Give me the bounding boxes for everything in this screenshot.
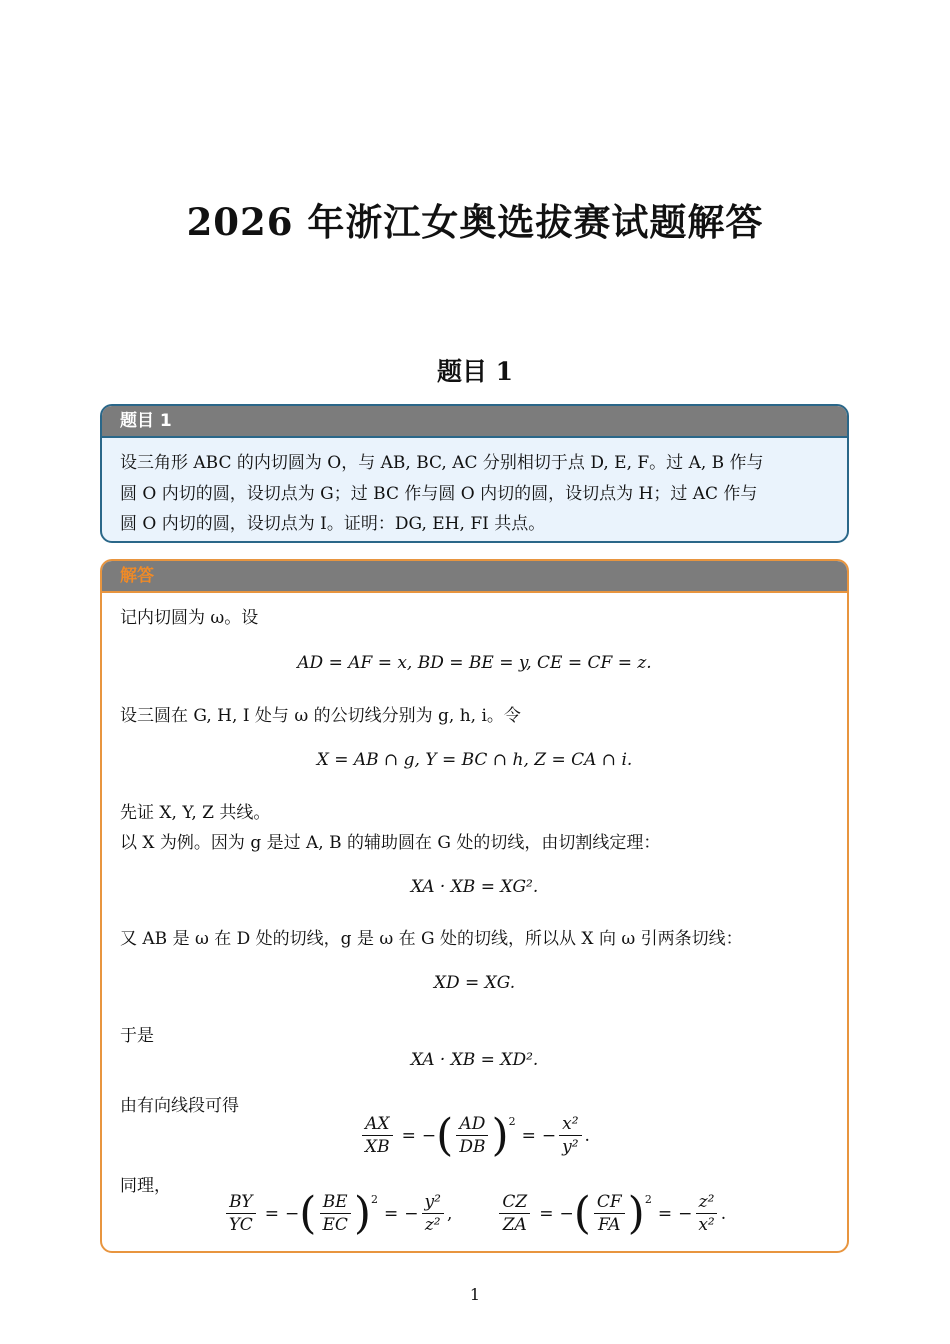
- fraction: $\frac{\text{z²}}{\text{x²}}$: [695, 1191, 717, 1236]
- problem-box-header: 题目 1: [102, 406, 847, 438]
- solution-text: 由有向线段可得: [120, 1096, 239, 1116]
- fraction: $\frac{\text{y²}}{\text{z²}}$: [422, 1191, 444, 1236]
- problem-line: 圆 O 内切的圆，设切点为 I。证明：DG, EH, FI 共点。: [120, 514, 546, 534]
- ratio-equations-yz: $\frac{BY}{YC}$ = − ( $\frac{BE}{EC}$ ) 2 = − $\frac{\text{y²}}{\text{z²}}$ , $\frac{CZ}{ZA}$ = − ( $\frac{CF}{FA}$ ) 2 = − $\frac{\text{z²}}{\text{x²}}$ .: [102, 1191, 847, 1236]
- section-title: 题目 1: [436, 357, 514, 386]
- ratio-equation-x: $\frac{AX}{XB}$ = − ( $\frac{AD}{DB}$ ) 2 = − $\frac{\text{x²}}{\text{y²}}$ .: [102, 1113, 847, 1158]
- problem-line: 圆 O 内切的圆，设切点为 G；过 BC 作与圆 O 内切的圆，设切点为 H；过 AC 作与: [120, 483, 758, 504]
- solution-text: 于是: [120, 1026, 154, 1046]
- fraction: $\frac{BE}{EC}$: [319, 1191, 350, 1236]
- fraction: $\frac{AX}{XB}$: [362, 1113, 393, 1158]
- solution-text: 记内切圆为 ω。设: [120, 608, 259, 628]
- document-title: 2026 年浙江女奥选拔赛试题解答: [186, 200, 764, 244]
- solution-text: 同理，: [120, 1176, 171, 1196]
- equation: XA · XB = XG².: [410, 877, 539, 897]
- page-number: 1: [469, 1285, 481, 1304]
- problem-statement: [102, 438, 847, 540]
- solution-body: [102, 593, 847, 1253]
- solution-text: 设三圆在 G, H, I 处与 ω 的公切线分别为 g, h, i。令: [120, 706, 521, 726]
- equation: AD = AF = x, BD = BE = y, CE = CF = z.: [297, 653, 652, 673]
- solution-text: 以 X 为例。因为 g 是过 A, B 的辅助圆在 G 处的切线，由切割线定理：: [120, 833, 661, 853]
- problem-box: [100, 404, 849, 543]
- solution-box: [100, 559, 849, 1253]
- solution-box-header: 解答: [102, 561, 847, 593]
- fraction: $\frac{AD}{DB}$: [456, 1113, 488, 1158]
- equation: XA · XB = XD².: [410, 1050, 539, 1070]
- problem-line: 设三角形 ABC 的内切圆为 O，与 AB, BC, AC 分别相切于点 D, E, F。过 A, B 作与: [120, 453, 764, 473]
- solution-text: 又 AB 是 ω 在 D 处的切线，g 是 ω 在 G 处的切线，所以从 X 向 ω 引两条切线：: [120, 929, 743, 949]
- equation: X = AB ∩ g, Y = BC ∩ h, Z = CA ∩ i.: [316, 750, 633, 770]
- fraction: $\frac{BY}{YC}$: [226, 1191, 256, 1236]
- fraction: $\frac{CF}{FA}$: [594, 1191, 625, 1236]
- solution-text: 先证 X, Y, Z 共线。: [120, 803, 271, 823]
- fraction: $\frac{\text{x²}}{\text{y²}}$: [559, 1113, 581, 1158]
- equation: XD = XG.: [433, 973, 516, 993]
- fraction: $\frac{CZ}{ZA}$: [499, 1191, 530, 1236]
